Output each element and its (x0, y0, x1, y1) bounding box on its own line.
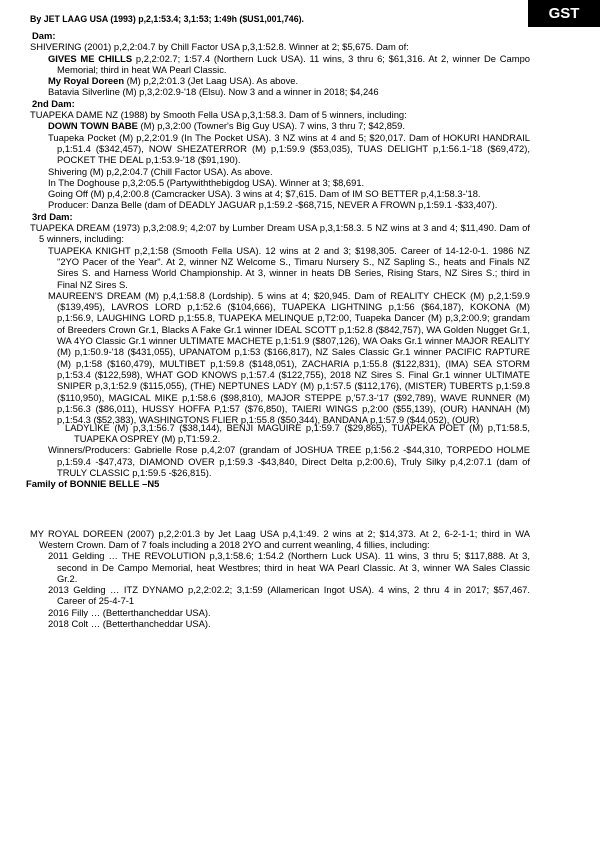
produce-maureens-dream-cont: LADYLIKE (M) p,3,1:56.7 ($38,144), BENJI MAGUIRE p,1:59.7 ($29,865), TUAPEKA POET (M) p,T1:58.5, TUAPEKA OSPREY (M) p,T1:59.2. (65, 421, 530, 445)
winners-producers: Winners/Producers: Gabrielle Rose p,4,2:07 (grandam of JOSHUA TREE p,1:56.2 -$44,310, TORPEDO HOLME p,1:59.4 -$47,473, DIAMOND OVER p,1:59.3 -$43,840, Direct Delta p,2:00.6), Truly Silky p,4,2:07.1 (dam of TRULY CLASSIC p,1:59.5 -$26,815). (48, 444, 530, 479)
produce-going-off: Going Off (M) p,4,2:00.8 (Camcracker USA). 3 wins at 4; $7,615. Dam of IM SO BETTER p,4,1:58.3-'18. (48, 188, 481, 200)
produce-shivering: Shivering (M) p,2,2:04.7 (Chill Factor USA). As above. (48, 165, 273, 177)
third-dam-heading: 3rd Dam: (32, 210, 73, 222)
second-dam-line: TUAPEKA DAME NZ (1988) by Smooth Fella USA p,3,1:58.3. Dam of 5 winners, including: (30, 109, 407, 121)
doreen-line: MY ROYAL DOREEN (2007) p,2,2:01.3 by Jet Laag USA p,4,1:49. 2 wins at 2; $14,373. At 2, 6-2-1-1; third in WA Western Crown. Dam of 7 foals including a 2018 2YO and current weanling, 4 fillies, including: (30, 527, 530, 550)
dam-line: SHIVERING (2001) p,2,2:04.7 by Chill Factor USA p,3,1:52.8. Winner at 2; $5,675. Dam of: (30, 41, 409, 53)
foal-2013: 2013 Gelding … ITZ DYNAMO p,2,2:02.2; 3,1:59 (Allamerican Ingot USA). 4 wins, 2 thru 4 in 2017; $57,467. Career of 25-4-7-1 (48, 584, 530, 607)
third-dam-line: TUAPEKA DREAM (1973) p,3,2:08.9; 4,2:07 by Lumber Dream USA p,3,1:58.3. 5 NZ wins at 3 and 4; $11,490. Dam of 5 winners, including: (30, 222, 530, 245)
foal-2018: 2018 Colt … (Betterthancheddar USA). (48, 617, 211, 629)
dam-heading: Dam: (32, 30, 56, 41)
second-dam-heading: 2nd Dam: (32, 97, 75, 109)
foal-2016: 2016 Filly … (Betterthancheddar USA). (48, 606, 211, 618)
foal-2011: 2011 Gelding … THE REVOLUTION p,3,1:58.6; 1:54.2 (Northern Luck USA). 11 wins, 3 thru 5; $117,888. At 3, second in De Campo Memorial, heat Westbres; third in heat WA Pearl Classic. At 3, winner WA Sales Classic Gr.2. (48, 550, 530, 584)
produce-gives-me-chills: GIVES ME CHILLS p,2,2:02.7; 1:57.4 (Northern Luck USA). 11 wins, 3 thru 6; $61,316. At 2, winner De Campo Memorial; third in heat WA Pearl Classic. (48, 52, 531, 75)
family-label: Family of BONNIE BELLE –N5 (26, 478, 160, 490)
producer-danza-belle: Producer: Danza Belle (dam of DEADLY JAGUAR p,1:59.2 -$68,715, NEVER A FROWN p,1:59.1 -$33,407). (48, 199, 498, 211)
produce-tuapeka-pocket: Tuapeka Pocket (M) p,2,2:01.9 (In The Pocket USA). 3 NZ wins at 4 and 5; $20,017. Dam of HOKURI HANDRAIL p,1:51.4 ($342,457), NOW SHEZATERROR (M) p,1:59.9 ($53,035), TUAS DELIGHT p,1:56.1-'18 ($69,472), POCKET THE DEAL p,1:53.9-'18 ($91,190). (48, 131, 530, 166)
pedigree-page (26, 30, 531, 629)
produce-down-town-babe: DOWN TOWN BABE (M) p,3,2:00 (Towner's Big Guy USA). 7 wins, 3 thru 7; $42,859. (48, 120, 405, 132)
produce-my-royal-doreen: My Royal Doreen (M) p,2,2:01.3 (Jet Laag USA). As above. (48, 75, 299, 87)
produce-tuapeka-knight: TUAPEKA KNIGHT p,2,1:58 (Smooth Fella USA). 12 wins at 2 and 3; $198,305. Career of 14-12-0-1. 1986 NZ "2YO Pacer of the Year". At 2, winner NZ Welcome S., Timaru Nursery S., NZ Sapling S., heats and Finals NZ Sires S. and Harness World Championship. At 3, winner in heats DB Series, Rising Stars, NZ Sires S.; third in Final NZ Sires S. (48, 244, 530, 290)
spacer (30, 490, 530, 528)
corner-tag: GST (528, 0, 600, 27)
produce-in-the-doghouse: In The Doghouse p,3,2:05.5 (Partywiththebigdog USA). Winner at 3; $8,691. (48, 176, 365, 188)
produce-batavia-silverline: Batavia Silverline (M) p,3,2:02.9-'18 (Elsu). Now 3 and a winner in 2018; $4,246 (48, 86, 379, 98)
produce-maureens-dream: MAUREEN'S DREAM (M) p,4,1:58.8 (Lordship). 5 wins at 4; $20,945. Dam of REALITY CHECK (M) p,2,1:59.9 ($139,495), LAVROS LORD p,1:52.6 ($104,666), TUAPEKA LIGHTNING p,1:56 ($64,187), KOKONA (M) p,1:56.9, LAUGHING LORD p,1:55.8, TUAPEKA MELINQUE p,T2:00, Tuapeka Dancer (M) p,3,2:00.9; grandam of Breeders Crown Gr.1, Blacks A Fake Gr.1 winner IDEAL SCOTT p,1:52.8 ($842,757), WA Golden Nugget Gr.1, WA 4YO Classic Gr.1 winner ULTIMATE MACHETE p,1:51.9 ($807,126), WA Oaks Gr.1 winner MAJOR REALITY (M) p,1:50.9-'18 ($431,055), UPANATOM p,1:53 ($166,817), NZ Sales Classic Gr.1 winner PACIFIC RAPTURE (M) p,1:58 ($160,479), MULTIBET p,1:59.8 ($148,051), ZACHARIA p,1:55.8 ($122,831), (IMA) SEA STORM p,1:53.4 ($122,598), WHAT GOD KNOWS p,1:57.4 ($122,755), 2018 NZ Sires S. Final Gr.1 winner ULTIMATE SNIPER p,3,1:52.9 ($115,055), (THE) NEPTUNES LADY (M) p,1:57.5 ($112,176), (MISTER) TUBERTS p,1:59.8 ($110,950), MAGICAL MIKE p,1:58.6 ($98,810), MAJOR STEPPE p,'57.3-'17 ($92,789), WAVE RUNNER (M) p,1:56.3 ($86,011), HUSSY HOFFA P,1:57 ($76,850), TAIERI WINGS p,2:00 ($55,139), (OUR) HANNAH (M) p,1:54.3 ($52,383), WASHINGTONS FLIER p,1:55.8 ($50,344), BANDANA p,1:57.9 ($44,052), (OUR) (48, 289, 530, 426)
sire-line: By JET LAAG USA (1993) p,2,1:53.4; 3,1:53; 1:49h ($US1,001,746). (30, 14, 304, 24)
